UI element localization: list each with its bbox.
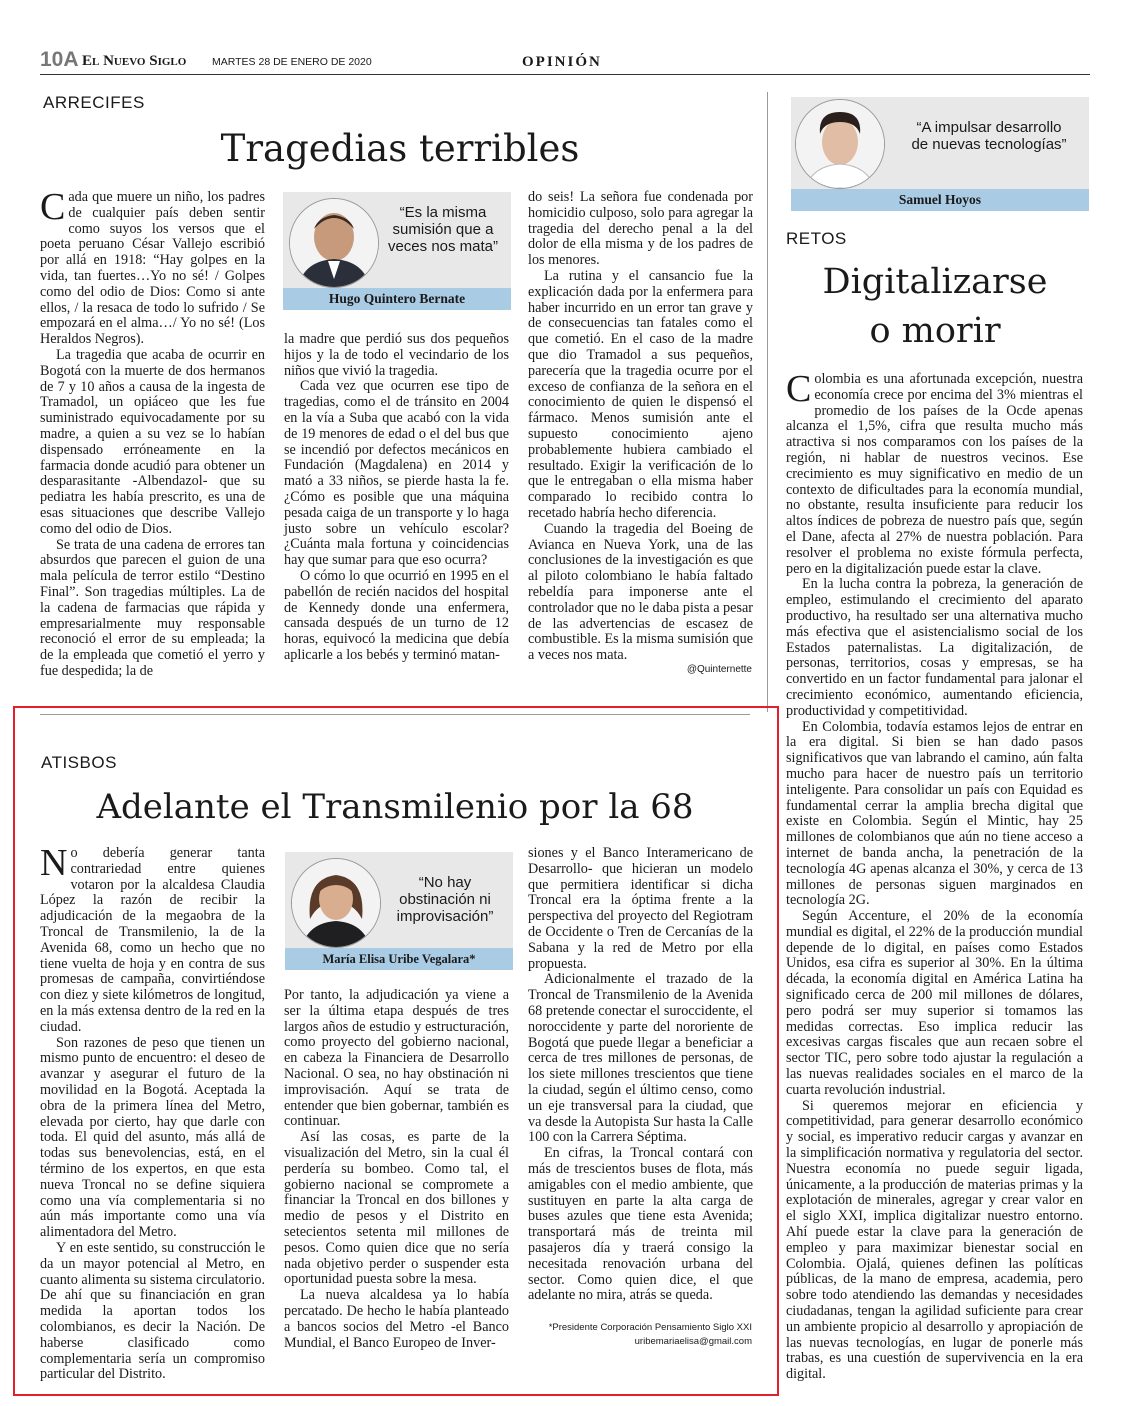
- article2-paragraph: Adicionalmente el trazado de la Troncal de Transmilenio de la Avenida 68 pretende conectar el suroccidente, el noroccidente y parte del nororiente de Bogotá que puede llegar a beneficiar a cerca de tres millones de personas, de los siete millones trescientos que tiene la ciudad, según el último censo, como un eje transversal para la ciudad, que va desde la Autopista Sur hasta la Calle 100 con la Carrera Séptima.: [528, 971, 753, 1146]
- author-photo: [795, 99, 885, 189]
- article3-author-box: [791, 97, 1089, 211]
- article1-col1: [40, 186, 265, 680]
- article3-title-line1: Digitalizarse: [822, 262, 1048, 302]
- article1-author-box: [283, 192, 511, 310]
- article1-quote: “Es la misma sumisión que a veces nos mata”: [387, 204, 499, 255]
- article3-paragraph: Según Accenture, el 20% de la economía mundial es digital, el 22% de la producción mundial depende de lo digital, en países como Estados Unidos, esa cifra es superior al 30%. En la última década, la economía digital en América Latina ha significado cerca de 200 mil millones de dólares, pero podrá ser muy superior si tomamos las medidas correctas. Eso implica reducir las excesivas cargas fiscales que aun recaen sobre el sector TIC, pero sobre todo ajustar la regulación a las nuevas realidades sociales en el marco de la cuarta revolución industrial.: [786, 908, 1083, 1098]
- article1-dropcap: C: [40, 186, 66, 228]
- article2-section: ATISBOS: [41, 753, 117, 772]
- article2-paragraph: En cifras, la Troncal contará con más de trescientos buses de flota, más amigables con el medio ambiente, que sustituyen en parte la alta carga de buses azules que tiene esta Avenida; transportará más de treinta mil pasajeros día y traerá consigo la necesitada renovación urbana del sector. Como quien dice, el que adelante no mira, atrás se queda.: [528, 1145, 753, 1304]
- article2-top-rule: [40, 714, 750, 715]
- issue-date: MARTES 28 DE ENERO DE 2020: [212, 56, 372, 68]
- article3-paragraph: Si queremos mejorar en eficiencia y competitividad, para generar desarrollo económico y social, es imperativo reducir cargas y avanzar en la simplificación normativa y regulatoria del sector. Nuestra economía no puede seguir ligada, únicamente, a la producción de materias primas y la explotación de minerales, agregar y crear valor en el siglo XXI, implica digitalizar nuestro entorno. Ahí puede estar la clave para la generación de empleo y para maximizar bienestar social en Colombia. Ojalá, quienes definen las políticas públicas, de la mano de empresa, academia, pero sobre todo atendiendo las demandas y necesidades ciudadanas, tengan la agilidad suficiente para crear un ambiente propicio al desarrollo y apropiación de las nuevas tecnologías, en lugar de ponerle más trabas, es una cuestión de supervivencia en la era digital.: [786, 1097, 1083, 1383]
- paper-name: El Nuevo Siglo: [82, 53, 187, 69]
- article1-section: ARRECIFES: [43, 93, 145, 112]
- article2-author-box: [285, 852, 513, 970]
- article2-email: uribemariaelisa@gmail.com: [634, 1336, 752, 1347]
- article2-author: María Elisa Uribe Vegalara*: [285, 948, 513, 970]
- header-rule: [40, 74, 1090, 75]
- article1-paragraph: Se trata de una cadena de errores tan absurdos que parecen el guion de una mala película de terror estilo “Destino Final”. Son tragedias múltiples. La de la cadena de farmacias que rápida y empresarialmente muy responsable reconoció el error de su empleada; la de la empleada que cometió el yerro y fue despedida; la de: [40, 536, 265, 679]
- article2-quote: “No hay obstinación ni improvisación”: [396, 874, 494, 925]
- article2-col3: [528, 846, 753, 1304]
- article2-col2: [284, 988, 509, 1351]
- author-photo: [291, 858, 381, 948]
- article1-handle: @Quinternette: [686, 664, 752, 675]
- article1-paragraph: ada que muere un niño, los padres de cualquier país deben sentir como suyos los versos que el poeta peruano César Vallejo escribió por allá en 1918: “Hay golpes en la vida, tan fuertes…Yo no sé! / Golpes como del odio de Dios: Como si ante ellos, / la resaca de todo lo sufrido / Se empozará en el alma…/ Yo no sé! (Los Heraldos Negros).: [40, 189, 265, 348]
- article1-paragraph: do seis! La señora fue condenada por homicidio culposo, solo para agregar la tragedia del derecho penal a la del dolor de ella misma y de los padres de los menores.: [528, 189, 753, 269]
- article2-paragraph: La nueva alcaldesa ya lo había percatado. De hecho le había planteado a bancos socios del Metro -el Banco Mundial, el Banco Europeo de Inver-: [284, 1287, 509, 1351]
- article1-paragraph: Cada vez que ocurren ese tipo de tragedias, como el de tránsito en 2004 en la vía a Suba que acabó con la vida de 19 menores de edad o el del bus que se incendió por defectos mecánicos en Fundación (Magdalena) en 2014 y mató a 33 niños, se pierde hasta la fe. ¿Cómo es posible que una máquina pesada caiga de un transporte y lo haga justo sobre un vehículo escolar? ¿Cuánta mala fortuna y coincidencias hay que sumar para que eso ocurra?: [284, 378, 509, 569]
- article2-paragraph: Por tanto, la adjudicación ya viene a ser la última etapa después de tres largos años de estudio y estructuración, como proyecto del gobierno nacional, en cabeza la Financiera de Desarrollo Nacional. O sea, no hay obstinación ni improvisación. Aquí se trata de entender que bien gobernar, también es continuar.: [284, 987, 509, 1130]
- section-title: OPINIÓN: [522, 54, 602, 70]
- article1-title: Tragedias terribles: [220, 127, 580, 170]
- article3-body: [786, 368, 1083, 1383]
- article3-dropcap: C: [786, 368, 812, 410]
- article1-paragraph: La rutina y el cansancio fue la explicación dada por la enfermera para haber incurrido en un error tan grave y de consecuencias tan fatales como el que cometió. En el caso de la madre que dio Tramadol a sus pequeños, parecería que la tragedia ocurre por el exceso de confianza de la señora en el conocimiento de quien le dispensó el fármaco. Menos sumisión ante el supuesto conocimiento ajeno probablemente hubiera cambiado el resultado. Exigir la verificación de lo que le entregaban o ella misma haber comparado lo recibido contra lo recetado habría hecho diferencia.: [528, 267, 753, 521]
- page-header: [40, 48, 1090, 76]
- article1-col3: [528, 190, 753, 664]
- article3-quote: “A impulsar desarrollo de nuevas tecnologías”: [911, 119, 1067, 153]
- article2-title: Adelante el Transmilenio por la 68: [96, 787, 694, 827]
- article1-paragraph: la madre que perdió sus dos pequeños hijos y la de todo el vecindario de los niños que vivió la tragedia.: [284, 331, 509, 379]
- article3-paragraph: olombia es una afortunada excepción, nuestra economía crece por encima del 3% mientras el promedio de los países de la Ocde apenas alcanza el 1,5%, cifra que resulta mucho más atractiva si nos comparamos con los países de la región, ni hablar de nuestros vecinos. Ese crecimiento es muy significativo en medio de un contexto de dificultades para la economía mundial, no obstante, resulta insuficiente para reducir los altos índices de pobreza de nuestro país que, según el Dane, afecta al 27% de nuestra población. Para resolver el problema no existe fórmula perfecta, pero en la digitalización puede estar la clave.: [786, 371, 1083, 577]
- article2-col1: [40, 842, 265, 1383]
- article3-author: Samuel Hoyos: [791, 189, 1089, 211]
- page-number: 10A: [40, 48, 79, 71]
- article2-paragraph: Y en este sentido, su construcción le da un mayor potencial al Metro, en cuanto alimenta su sistema circulatorio. De ahí que su financiación en gran medida la aportan todos los colombianos, es decir la Nación. De haberse clasificado como complementaria sería un compromiso particular del Distrito.: [40, 1239, 265, 1383]
- article1-paragraph: La tragedia que acaba de ocurrir en Bogotá con la muerte de dos hermanos de 7 y 10 años a causa de la ingesta de Tramadol, un opiáceo que les fue suministrado equivocadamente por su madre, a quien a su vez se lo habían dispensado erróneamente en la farmacia donde acudió para obtener un desparasitante -Albendazol- que su pediatra les había prescrito, es una de esas situaciones que describe Vallejo como del odio de Dios.: [40, 346, 265, 537]
- article2-dropcap: N: [40, 842, 68, 884]
- article2-paragraph: o debería generar tanta contrariedad entre quienes votaron por la alcaldesa Claudia López la razón de recibir la adjudicación de la megaobra de la Troncal de Transmilenio, la de la Avenida 68, como un hecho que no tiene vuelta de hoja y en contra de sus promesas de campaña, convirtiéndose con diez y siete kilómetros de longitud, en la más extensa dentro de la red en la ciudad.: [40, 845, 265, 1035]
- article3-title-line2: o morir: [869, 311, 1001, 351]
- article2-paragraph: Así las cosas, es parte de la visualización del Metro, sin la cual él perdería su bombeo. Como tal, el gobierno nacional se compromete a financiar la Troncal en dos billones y medio de pesos y el Distrito en setecientos setenta mil millones de pesos. Como quien dice que no sería nada objetivo perder o suspender esta oportunidad puesta sobre la mesa.: [284, 1129, 509, 1288]
- column-divider: [767, 92, 768, 712]
- article1-paragraph: Cuando la tragedia del Boeing de Avianca en Nueva York, una de las conclusiones de la investigación es que al piloto colombiano le había faltado rebeldía para imponerse ante el controlador que no le daba pista a pesar de las advertencias de escasez de combustible. Es la misma sumisión que a veces nos mata.: [528, 520, 753, 664]
- article3-paragraph: En la lucha contra la pobreza, la generación de empleo, estimulando el crecimiento del aparato productivo, ha resultado ser una alternativa mucho más efectiva que el asistencialismo social de los Estados paternalistas. La digitalización, de personas, territorios, cosas y empresas, se ha convertido en un factor fundamental para jalonar el crecimiento económico, aumentando eficiencia, productividad y competitividad.: [786, 576, 1083, 719]
- article2-footnote: *Presidente Corporación Pensamiento Siglo XXI: [548, 1322, 752, 1333]
- article1-author: Hugo Quintero Bernate: [283, 288, 511, 310]
- article1-col2: [284, 332, 509, 664]
- article1-paragraph: O cómo lo que ocurrió en 1995 en el pabellón de recién nacidos del hospital de Kennedy donde una enfermera, cansada después de un turno de 12 horas, equivocó la medicina que debía aplicarle a los bebés y terminó matan-: [284, 567, 509, 663]
- author-photo: [289, 198, 379, 288]
- article3-paragraph: En Colombia, todavía estamos lejos de entrar en la era digital. Si bien se han dado pasos significativos que van labrando el camino, aún falta mucho para hacer de nuestro país un territorio inteligente. Para consolidar un país con Equidad es fundamental cerrar la amplia brecha digital que existe en Colombia. Según el Mintic, hay 25 millones de colombianos que aún no tiene acceso a internet de banda ancha, la penetración de la tecnología 4G apenas alcanza el 30%, y cerca de 13 millones de personas siguen marginados en tecnología 2G.: [786, 718, 1083, 909]
- article2-paragraph: siones y el Banco Interamericano de Desarrollo- que hicieran un modelo que permitiera identificar si dicha Troncal era la óptima frente a la perspectiva del proyecto del Regiotram de Occidente o Tren de Cercanías de la Sabana y la red de Metro por ella propuesta.: [528, 845, 753, 972]
- article2-paragraph: Son razones de peso que tienen un mismo punto de encuentro: el deseo de avanzar y asegurar el futuro de la movilidad en la Bogotá. Aceptada la obra de la primera línea del Metro, elevada por cierto, hay que darle con toda. El quid del asunto, más allá de todas sus benevolencias, está, en el término de los expertos, en que esta nueva Troncal no se define siquiera como una vía complementaria si no aún más importante como una vía alimentadora del Metro.: [40, 1034, 265, 1241]
- article3-section: RETOS: [786, 229, 847, 248]
